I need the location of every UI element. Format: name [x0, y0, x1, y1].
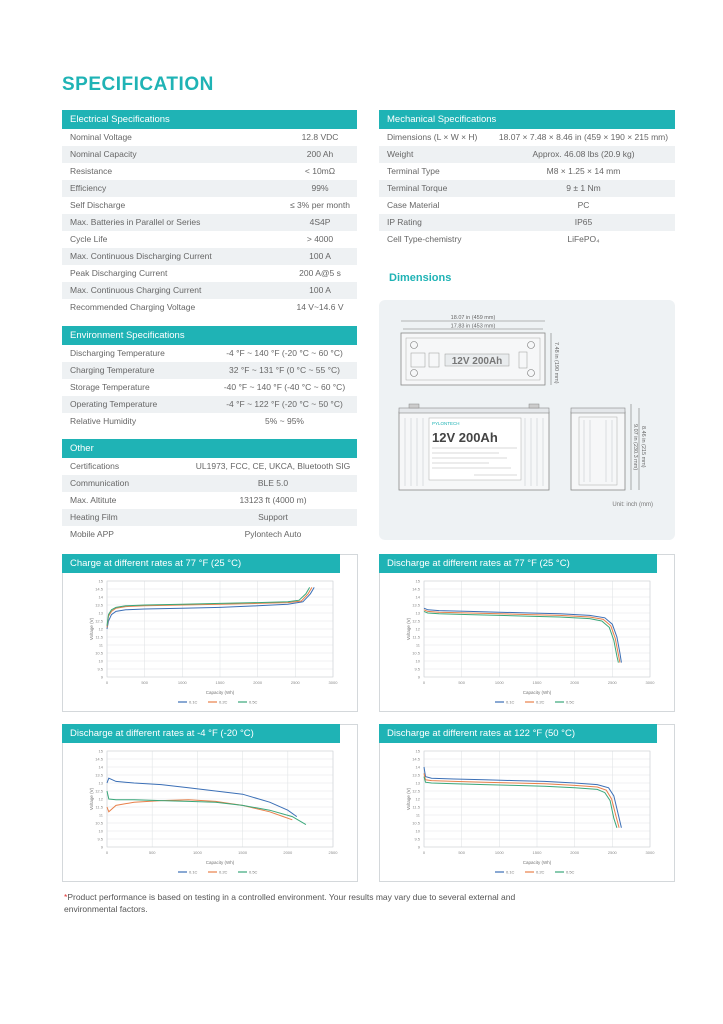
legend-label: 0.5C: [249, 699, 258, 705]
spec-label: Nominal Voltage: [70, 132, 132, 142]
legend-label: 0.2C: [219, 869, 228, 875]
y-tick-label: 11.5: [412, 634, 420, 640]
spec-row: [62, 146, 357, 163]
spec-row: [62, 492, 357, 509]
series-line-0.1C: [107, 587, 314, 629]
spec-row: [62, 509, 357, 526]
spec-value: PC: [577, 200, 590, 210]
spec-label: IP Rating: [387, 217, 422, 227]
spec-value: 14 V~14.6 V: [296, 302, 344, 312]
y-tick-label: 10: [415, 828, 420, 834]
legend-label: 0.1C: [189, 699, 198, 705]
spec-label: Mobile APP: [70, 529, 114, 539]
spec-value: 18.07 × 7.48 × 8.46 in (459 × 190 × 215 mm): [498, 132, 669, 142]
x-tick-label: 0: [105, 850, 109, 855]
spec-row: [62, 214, 357, 231]
spec-value: -4 °F ~ 140 °F (-20 °C ~ 60 °C): [226, 348, 343, 358]
spec-value: 13123 ft (4000 m): [239, 495, 307, 505]
y-tick-label: 14.5: [412, 756, 420, 762]
spec-label: Cell Type-chemistry: [387, 234, 462, 244]
spec-label: Max. Altitute: [70, 495, 117, 505]
x-axis-label: Capacity (Wh): [522, 860, 552, 865]
y-tick-label: 14: [98, 594, 103, 600]
height-outer-label: 9.07 in (230.3 mm): [632, 424, 638, 471]
legend-label: 0.5C: [249, 869, 258, 875]
y-tick-label: 9.5: [414, 666, 420, 672]
spec-row: [62, 345, 357, 362]
y-tick-label: 12: [98, 626, 103, 632]
spec-value: 100 A: [309, 285, 331, 295]
environment-spec-table: [62, 326, 357, 430]
spec-value: ≤ 3% per month: [290, 200, 350, 210]
y-tick-label: 12.5: [412, 618, 420, 624]
spec-label: Terminal Type: [387, 166, 440, 176]
other-heading: Other: [62, 439, 357, 458]
y-tick-label: 11: [415, 812, 420, 818]
footnote-star: *: [64, 892, 68, 902]
spec-label: Communication: [70, 478, 130, 488]
spec-label: Heating Film: [70, 512, 118, 522]
x-tick-label: 0: [105, 680, 109, 685]
y-tick-label: 14.5: [95, 756, 103, 762]
spec-value: 5% ~ 95%: [265, 416, 304, 426]
y-axis-label: Voltage (V): [89, 787, 94, 811]
page-title: SPECIFICATION: [62, 74, 214, 95]
y-tick-label: 14: [415, 764, 420, 770]
x-tick-label: 1500: [215, 680, 225, 685]
spec-row: [379, 129, 675, 146]
x-tick-label: 3000: [328, 680, 338, 685]
spec-row: [62, 265, 357, 282]
y-tick-label: 11.5: [95, 634, 103, 640]
spec-value: BLE 5.0: [257, 478, 289, 488]
series-line-0.1C: [424, 767, 621, 828]
x-axis-label: Capacity (Wh): [205, 690, 235, 695]
spec-label: Terminal Torque: [387, 183, 448, 193]
y-tick-label: 15: [415, 578, 420, 584]
dimensions-drawing: [379, 300, 675, 540]
spec-value: Support: [258, 512, 288, 522]
spec-label: Discharging Temperature: [70, 348, 165, 358]
spec-row: [62, 379, 357, 396]
spec-value: < 10mΩ: [304, 166, 336, 176]
chart-discharge-50c: [379, 724, 675, 882]
x-tick-label: 1000: [494, 850, 504, 855]
legend-label: 0.5C: [566, 869, 575, 875]
spec-value: 9 ± 1 Nm: [566, 183, 601, 193]
y-tick-label: 15: [415, 748, 420, 754]
y-tick-label: 9: [100, 844, 103, 850]
x-tick-label: 2500: [290, 680, 300, 685]
x-tick-label: 1000: [192, 850, 202, 855]
brand-label: PYLONTECH: [432, 421, 460, 426]
y-tick-label: 9.5: [97, 836, 103, 842]
spec-row: [62, 197, 357, 214]
dimensions-heading: Dimensions: [389, 272, 452, 284]
x-axis-label: Capacity (Wh): [205, 860, 235, 865]
spec-value: 200 A@5 s: [299, 268, 341, 278]
y-tick-label: 12: [415, 796, 420, 802]
x-tick-label: 1500: [532, 850, 542, 855]
spec-row: [62, 362, 357, 379]
legend-label: 0.1C: [506, 869, 515, 875]
x-axis-label: Capacity (Wh): [522, 690, 552, 695]
y-tick-label: 13: [98, 780, 103, 786]
chart-charge-25c: [62, 554, 358, 712]
y-tick-label: 13.5: [412, 602, 420, 608]
width-label: 7.48 in (190 mm): [553, 342, 559, 384]
legend-label: 0.1C: [189, 869, 198, 875]
y-tick-label: 15: [98, 748, 103, 754]
x-tick-label: 500: [458, 680, 466, 685]
battery-dimension-drawing: [379, 300, 675, 540]
y-tick-label: 11: [415, 642, 420, 648]
y-axis-label: Voltage (V): [406, 617, 411, 641]
spec-row: [62, 526, 357, 543]
front-label: 12V 200Ah: [432, 430, 498, 445]
spec-value: 4S4P: [309, 217, 331, 227]
y-tick-label: 12: [98, 796, 103, 802]
x-tick-label: 3000: [645, 680, 655, 685]
spec-value: 12.8 VDC: [301, 132, 339, 142]
height-inner-label: 8.46 in (215 mm): [640, 426, 646, 468]
chart-title: Discharge at different rates at 122 °F (50 °C): [379, 724, 657, 743]
spec-label: Weight: [387, 149, 414, 159]
legend-label: 0.2C: [536, 699, 545, 705]
y-tick-label: 13: [415, 610, 420, 616]
y-tick-label: 12: [415, 626, 420, 632]
x-tick-label: 500: [141, 680, 149, 685]
spec-row: [379, 180, 675, 197]
discharge-50c-chart-plot: [380, 743, 674, 881]
spec-label: Max. Continuous Charging Current: [70, 285, 202, 295]
y-tick-label: 10.5: [412, 650, 420, 656]
y-tick-label: 11: [98, 642, 103, 648]
electrical-spec-table: [62, 110, 357, 316]
series-line-0.1C: [107, 778, 297, 816]
chart-discharge-minus20c: [62, 724, 358, 882]
spec-value: Pylontech Auto: [244, 529, 302, 539]
spec-value: > 4000: [306, 234, 334, 244]
unit-note: Unit: inch (mm): [612, 502, 653, 508]
spec-label: Relative Humidity: [70, 416, 137, 426]
x-tick-label: 1000: [177, 680, 187, 685]
chart-title: Charge at different rates at 77 °F (25 °C): [62, 554, 340, 573]
spec-value: Approx. 46.08 lbs (20.9 kg): [532, 149, 635, 159]
spec-row: [379, 163, 675, 180]
spec-label: Recommended Charging Voltage: [70, 302, 196, 312]
spec-row: [379, 231, 675, 248]
spec-row: [62, 396, 357, 413]
series-line-0.2C: [107, 800, 292, 820]
spec-row: [379, 146, 675, 163]
y-tick-label: 11.5: [95, 804, 103, 810]
y-tick-label: 13.5: [95, 772, 103, 778]
x-tick-label: 0: [422, 680, 426, 685]
y-tick-label: 13: [98, 610, 103, 616]
mechanical-heading: Mechanical Specifications: [379, 110, 675, 129]
spec-value: 200 Ah: [306, 149, 334, 159]
y-tick-label: 10.5: [412, 820, 420, 826]
spec-label: Dimensions (L × W × H): [387, 132, 478, 142]
y-tick-label: 15: [98, 578, 103, 584]
x-tick-label: 1500: [238, 850, 248, 855]
environment-heading: Environment Specifications: [62, 326, 357, 345]
spec-value: -4 °F ~ 122 °F (-20 °C ~ 50 °C): [226, 399, 343, 409]
spec-label: Peak Discharging Current: [70, 268, 168, 278]
y-tick-label: 10.5: [95, 650, 103, 656]
spec-row: [62, 413, 357, 430]
spec-row: [62, 458, 357, 475]
y-tick-label: 13.5: [412, 772, 420, 778]
x-tick-label: 2500: [328, 850, 338, 855]
spec-label: Nominal Capacity: [70, 149, 137, 159]
spec-row: [62, 231, 357, 248]
x-tick-label: 2500: [607, 680, 617, 685]
spec-label: Cycle Life: [70, 234, 108, 244]
legend-label: 0.2C: [219, 699, 228, 705]
spec-label: Efficiency: [70, 183, 107, 193]
x-tick-label: 2000: [570, 680, 580, 685]
length-outer-label: 18.07 in (459 mm): [450, 315, 496, 321]
series-line-0.2C: [424, 773, 619, 827]
spec-value: -40 °F ~ 140 °F (-40 °C ~ 60 °C): [223, 382, 346, 392]
spec-row: [379, 214, 675, 231]
x-tick-label: 2000: [570, 850, 580, 855]
x-tick-label: 500: [458, 850, 466, 855]
spec-value: M8 × 1.25 × 14 mm: [546, 166, 621, 176]
chart-discharge-25c: [379, 554, 675, 712]
y-tick-label: 9.5: [97, 666, 103, 672]
x-tick-label: 0: [422, 850, 426, 855]
y-tick-label: 11.5: [412, 804, 420, 810]
spec-row: [62, 163, 357, 180]
discharge-minus20c-chart-plot: [63, 743, 357, 881]
y-axis-label: Voltage (V): [406, 787, 411, 811]
spec-value: 99%: [311, 183, 329, 193]
legend-label: 0.5C: [566, 699, 575, 705]
spec-row: [62, 248, 357, 265]
y-tick-label: 10.5: [95, 820, 103, 826]
discharge-25c-chart-plot: [380, 573, 674, 711]
spec-label: Max. Continuous Discharging Current: [70, 251, 212, 261]
y-tick-label: 9.5: [414, 836, 420, 842]
y-tick-label: 10: [98, 658, 103, 664]
spec-row: [62, 180, 357, 197]
spec-value: 32 °F ~ 131 °F (0 °C ~ 55 °C): [229, 365, 340, 375]
x-tick-label: 2000: [253, 680, 263, 685]
y-tick-label: 14.5: [95, 586, 103, 592]
x-tick-label: 1000: [494, 680, 504, 685]
spec-label: Self Discharge: [70, 200, 126, 210]
charge-chart-plot: [63, 573, 357, 711]
legend-label: 0.1C: [506, 699, 515, 705]
y-axis-label: Voltage (V): [89, 617, 94, 641]
spec-row: [62, 282, 357, 299]
spec-row: [62, 129, 357, 146]
y-tick-label: 10: [415, 658, 420, 664]
y-tick-label: 14: [415, 594, 420, 600]
spec-value: UL1973, FCC, CE, UKCA, Bluetooth SIG: [195, 461, 351, 471]
footnote: [64, 891, 534, 915]
series-line-0.2C: [424, 610, 620, 663]
spec-label: Certifications: [70, 461, 120, 471]
y-tick-label: 14.5: [412, 586, 420, 592]
chart-title: Discharge at different rates at -4 °F (-20 °C): [62, 724, 340, 743]
x-tick-label: 1500: [532, 680, 542, 685]
spec-label: Storage Temperature: [70, 382, 150, 392]
footnote-text: Product performance is based on testing in a controlled environment. Your results may vary due to several external and environmental factors.: [64, 892, 516, 914]
other-spec-table: [62, 439, 357, 543]
chart-title: Discharge at different rates at 77 °F (25 °C): [379, 554, 657, 573]
length-inner-label: 17.83 in (453 mm): [450, 323, 496, 330]
spec-row: [62, 475, 357, 492]
y-tick-label: 9: [417, 674, 420, 680]
y-tick-label: 12.5: [412, 788, 420, 794]
y-tick-label: 13.5: [95, 602, 103, 608]
x-tick-label: 500: [148, 850, 156, 855]
spec-value: IP65: [574, 217, 593, 227]
legend-label: 0.2C: [536, 869, 545, 875]
spec-label: Resistance: [70, 166, 113, 176]
y-tick-label: 12.5: [95, 618, 103, 624]
spec-value: 100 A: [309, 251, 331, 261]
x-tick-label: 2000: [283, 850, 293, 855]
spec-label: Max. Batteries in Parallel or Series: [70, 217, 201, 227]
mechanical-spec-table: [379, 110, 675, 248]
y-tick-label: 9: [417, 844, 420, 850]
y-tick-label: 10: [98, 828, 103, 834]
y-tick-label: 13: [415, 780, 420, 786]
y-tick-label: 14: [98, 764, 103, 770]
spec-row: [62, 299, 357, 316]
y-tick-label: 9: [100, 674, 103, 680]
x-tick-label: 3000: [645, 850, 655, 855]
top-label: 12V 200Ah: [451, 356, 503, 367]
series-line-0.5C: [107, 791, 306, 825]
electrical-heading: Electrical Specifications: [62, 110, 357, 129]
y-tick-label: 11: [98, 812, 103, 818]
spec-label: Operating Temperature: [70, 399, 158, 409]
spec-row: [379, 197, 675, 214]
spec-value: LiFePO₄: [567, 234, 600, 244]
spec-label: Case Material: [387, 200, 440, 210]
spec-label: Charging Temperature: [70, 365, 155, 375]
x-tick-label: 2500: [607, 850, 617, 855]
y-tick-label: 12.5: [95, 788, 103, 794]
